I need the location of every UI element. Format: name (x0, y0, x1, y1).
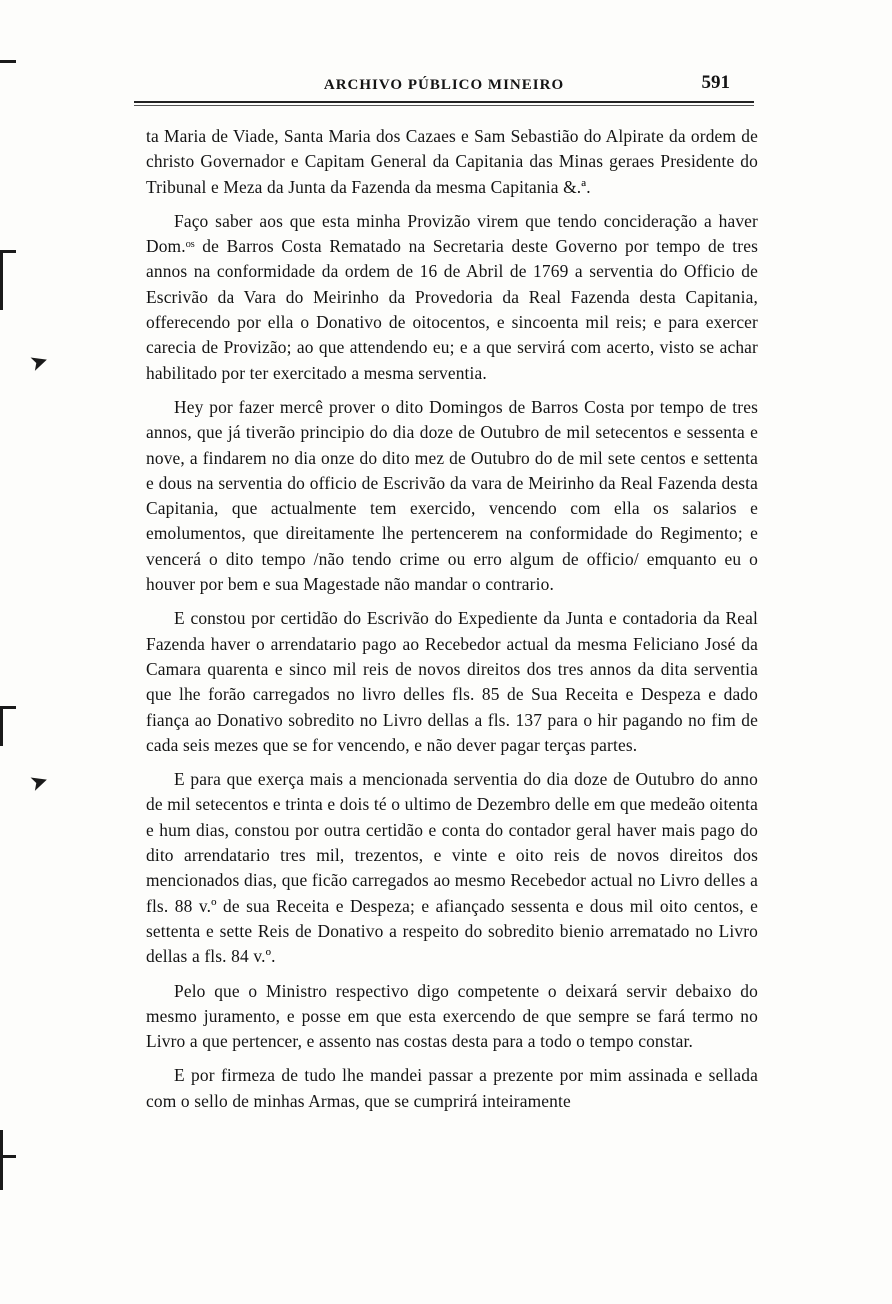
margin-arrow-icon: ➤ (26, 347, 52, 378)
header-rule (134, 101, 754, 103)
paragraph: E para que exerça mais a mencionada serventia do dia doze de Outubro do anno de mil setecentos e trinta e dois té o ultimo de Dezembro delle em que medeão oitenta e hum dias, constou por outra certidão e conta do contador geral haver mais pago do dito arrendatario tres mil, trezentos, e vinte e oito reis de novos direitos dos mencionados dias, que ficão carregados ao mesmo Recebedor actual no Livro delles a fls. 88 v.º de sua Receita e Despeza; e afiançado sessenta e dous mil oito centos, e settenta e sette Reis de Donativo a respeito do sobredito bienio arrematado no Livro dellas a fls. 84 v.º. (146, 769, 758, 967)
paragraph: Pelo que o Ministro respectivo digo competente o deixará servir debaixo do mesmo juramento, e posse em que esta exercendo de que sempre se fará termo no Livro a que pertencer, e assento nas costas desta para a todo o tempo constar. (146, 980, 758, 1052)
page-number: 591 (701, 72, 730, 93)
scan-edge-bar (0, 706, 3, 746)
scan-edge-bar (0, 1130, 3, 1190)
running-header (134, 74, 754, 96)
paragraph: ta Maria de Viade, Santa Maria dos Cazaes e Sam Sebastião do Alpirate da ordem de christo Governador e Capitam General da Capitania das Minas geraes Presidente do Tribunal e Meza da Junta da Fazenda da mesma Capitania &.ª. (146, 126, 758, 197)
header-rule-thin (134, 105, 754, 106)
body-text (146, 124, 758, 1123)
paragraph: E constou por certidão do Escrivão do Expediente da Junta e contadoria da Real Fazenda haver o arrendatario pago ao Recebedor actual da mesma Feliciano José da Camara quarenta e sinco mil reis de novos direitos dos tres annos da dita serventia que lhe forão carregados no livro delles fls. 85 de Sua Receita e Despeza e dado fiança ao Donativo sobredito no Livro dellas a fls. 137 para o hir pagando no fim de cada seis mezes que se for vencendo, e não dever pagar terças partes. (146, 608, 758, 755)
scan-edge-bar (0, 250, 3, 310)
running-title: ARCHIVO PÚBLICO MINEIRO (323, 77, 565, 93)
paragraph: Hey por fazer mercê prover o dito Domingos de Barros Costa por tempo de tres annos, que já tiverão principio do dia doze de Outubro de mil setecentos e sessenta e nove, a findarem no dia onze do dito mez de Outubro do de mil sete centos e settenta e dous na serventia do officio de Escrivão da vara de Meirinho da Real Fazenda desta Capitania, que actualmente tem exercido, vencendo com ella os salarios e emolumentos, que direitamente lhe pertencerem na conformidade do Regimento; e vencerá o dito tempo /não tendo crime ou erro algum de officio/ emquanto eu o houver por bem e sua Magestade não mandar o contrario. (146, 396, 758, 595)
paragraph: Faço saber aos que esta minha Provizão virem que tendo concideração a haver Dom.ᵒˢ de Barros Costa Rematado na Secretaria deste Governo por tempo de tres annos na conformidade da ordem de 16 de Abril de 1769 a serventia do Officio de Escrivão da Vara do Meirinho da Provedoria da Real Fazenda desta Capitania, offerecendo por ella o Donativo de oitocentos, e sincoenta mil reis; e para exercer carecia de Provizão; ao que attendendo eu; e a que servirá com acerto, visto se achar habilitado por ter exercitado a mesma serventia. (146, 210, 758, 383)
margin-arrow-icon: ➤ (26, 767, 52, 798)
scan-edge-mark (0, 60, 16, 63)
paragraph: E por firmeza de tudo lhe mandei passar a prezente por mim assinada e sellada com o sello de minhas Armas, que se cumprirá inteiramente (146, 1065, 758, 1111)
